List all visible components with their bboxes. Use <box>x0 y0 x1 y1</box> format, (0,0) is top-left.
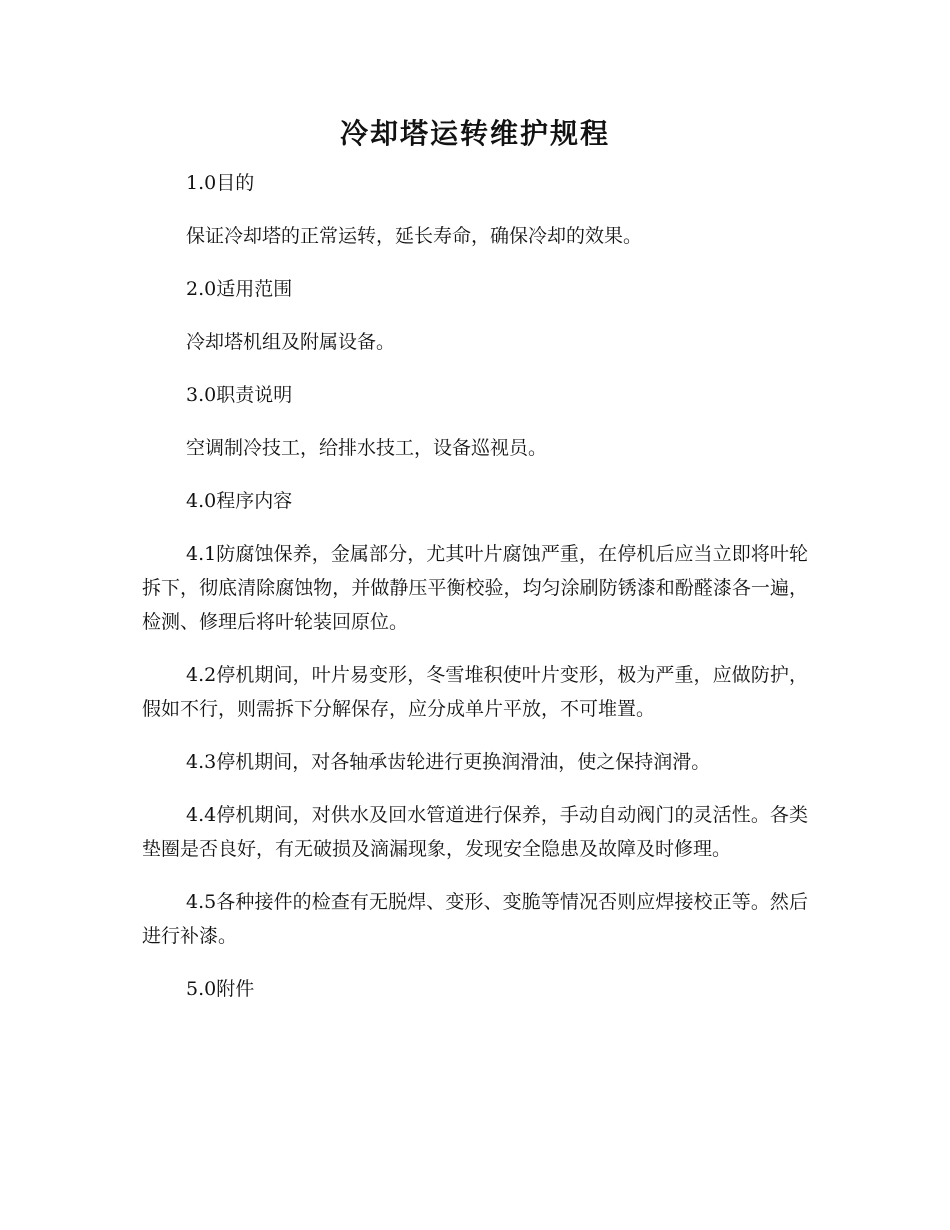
paragraph-procedure-4-5: 4.5各种接件的检查有无脱焊、变形、变脆等情况否则应焊接校正等。然后进行补漆。 <box>142 891 808 947</box>
paragraph-procedure-4-4: 4.4停机期间，对供水及回水管道进行保养，手动自动阀门的灵活性。各类垫圈是否良好，有无破损及滴漏现象，发现安全隐患及故障及时修理。 <box>142 804 808 860</box>
paragraph-purpose: 保证冷却塔的正常运转，延长寿命，确保冷却的效果。 <box>186 225 643 247</box>
section-heading-responsibilities: 3.0职责说明 <box>186 384 293 406</box>
paragraph-scope: 冷却塔机组及附属设备。 <box>186 331 396 353</box>
document-body <box>142 166 808 1006</box>
section-heading-scope: 2.0适用范围 <box>186 278 293 300</box>
paragraph-procedure-4-1: 4.1防腐蚀保养，金属部分，尤其叶片腐蚀严重，在停机后应当立即将叶轮拆下，彻底清除腐蚀物，并做静压平衡校验，均匀涂刷防锈漆和酚醛漆各一遍，检测、修理后将叶轮装回原位。 <box>142 543 808 633</box>
section-heading-attachments: 5.0附件 <box>186 978 255 1000</box>
section-heading-procedure: 4.0程序内容 <box>186 490 293 512</box>
paragraph-responsibilities: 空调制冷技工，给排水技工，设备巡视员。 <box>186 437 548 459</box>
paragraph-procedure-4-3: 4.3停机期间，对各轴承齿轮进行更换润滑油，使之保持润滑。 <box>186 751 711 773</box>
section-heading-purpose: 1.0目的 <box>186 172 255 194</box>
document-title: 冷却塔运转维护规程 <box>339 117 610 150</box>
paragraph-procedure-4-2: 4.2停机期间，叶片易变形，冬雪堆积使叶片变形，极为严重，应做防护，假如不行，则需拆下分解保存，应分成单片平放，不可堆置。 <box>142 664 808 720</box>
